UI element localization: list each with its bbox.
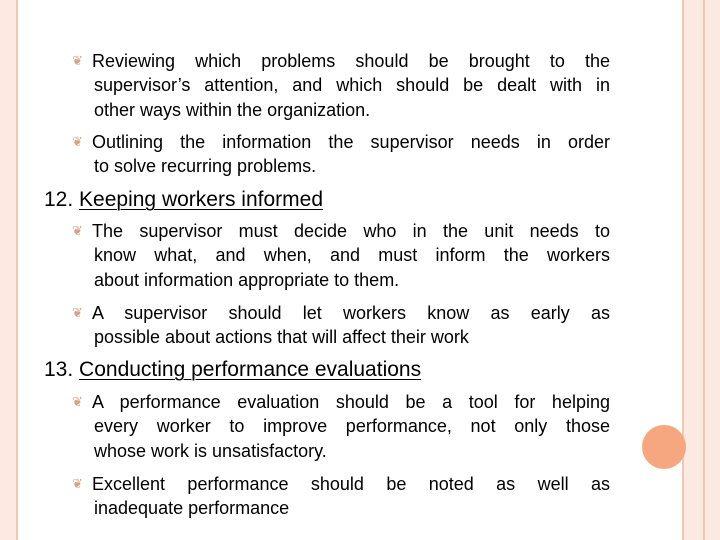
bullet-line: possible about actions that will affect their work	[94, 327, 469, 347]
bullet-item	[72, 129, 610, 179]
bullet-item	[72, 218, 610, 293]
bullet-line: about information appropriate to them.	[94, 270, 400, 290]
bullet-line: know what, and when, and must inform the workers	[94, 245, 610, 265]
bullet-line: other ways within the organization.	[94, 100, 371, 120]
section-title: Keeping workers informed	[79, 188, 323, 211]
bullet-line: whose work is unsatisfactory.	[94, 441, 327, 461]
bullet-line: Outlining the information the supervisor needs in order	[92, 132, 610, 152]
section-number: 13.	[44, 358, 74, 381]
section-heading	[44, 357, 421, 383]
bullet-line: Excellent performance should be noted as well as	[92, 474, 610, 494]
section-heading	[44, 187, 323, 213]
bullet-line: The supervisor must decide who in the unit needs to	[92, 221, 610, 241]
bullet-line: A performance evaluation should be a tool for helping	[92, 392, 610, 412]
section-title: Conducting performance evaluations	[79, 358, 422, 381]
leaf-bullet-icon: ❦	[72, 305, 83, 320]
bullet-item	[72, 300, 610, 350]
bullet-line: to solve recurring problems.	[94, 156, 317, 176]
leaf-bullet-icon: ❦	[72, 394, 83, 409]
leaf-bullet-icon: ❦	[72, 223, 83, 238]
bullet-line: Reviewing which problems should be brought to the	[92, 51, 610, 71]
section-number: 12.	[44, 188, 74, 211]
bullet-line: supervisor’s attention, and which should be dealt with in	[94, 75, 610, 95]
bullet-line: inadequate performance	[94, 498, 290, 518]
bullet-line: every worker to improve performance, not only those	[94, 416, 610, 436]
leaf-bullet-icon: ❦	[72, 134, 83, 149]
bullet-line: A supervisor should let workers know as early as	[92, 303, 610, 323]
bullet-item	[72, 48, 610, 123]
bullet-item	[72, 471, 610, 521]
leaf-bullet-icon: ❦	[72, 476, 83, 491]
bullet-item	[72, 389, 610, 464]
leaf-bullet-icon: ❦	[72, 53, 83, 68]
